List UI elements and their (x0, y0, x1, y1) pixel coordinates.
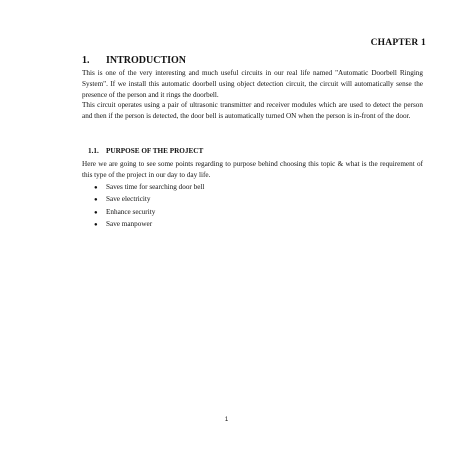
subsection-number: 1.1. (88, 147, 99, 155)
section-title: INTRODUCTION (106, 55, 187, 66)
intro-paragraph-1: This is one of the very interesting and much useful circuits in our real life named "Automatic Doorbell Ringing System". If we install this automatic doorbell using object detection circuit, the circuit will automatically sense the presence of the person and it rings the doorbell. (82, 69, 423, 100)
list-item (94, 206, 204, 218)
purpose-bullet-list (94, 181, 204, 230)
list-item (94, 181, 204, 193)
list-item-text: Saves time for searching door bell (106, 183, 205, 191)
section-number: 1. (82, 55, 90, 66)
bullet-icon: ● (94, 221, 98, 228)
purpose-paragraph: Here we are going to see some points regarding to purpose behind choosing this topic & what is the requirement of this type of the project in our day to day life. (82, 160, 423, 180)
section-heading-introduction (82, 55, 186, 66)
list-item-text: Save electricity (106, 195, 151, 204)
list-item-text: Enhance security (106, 207, 156, 216)
intro-paragraph-2: This circuit operates using a pair of ultrasonic transmitter and receiver modules which are used to detect the person and then if the person is detected, the door bell is automatically turned ON when the person is in-front of the door. (82, 101, 423, 121)
bullet-icon: ● (94, 197, 98, 204)
subsection-title: PURPOSE OF THE PROJECT (106, 147, 204, 155)
chapter-heading: CHAPTER 1 (370, 38, 426, 48)
bullet-icon: ● (94, 185, 98, 191)
page-number: 1 (224, 417, 229, 423)
list-item (94, 193, 204, 205)
list-item-text: Save manpower (106, 219, 153, 228)
bullet-icon: ● (94, 209, 98, 216)
subsection-heading-purpose (88, 147, 203, 155)
list-item (94, 218, 204, 230)
